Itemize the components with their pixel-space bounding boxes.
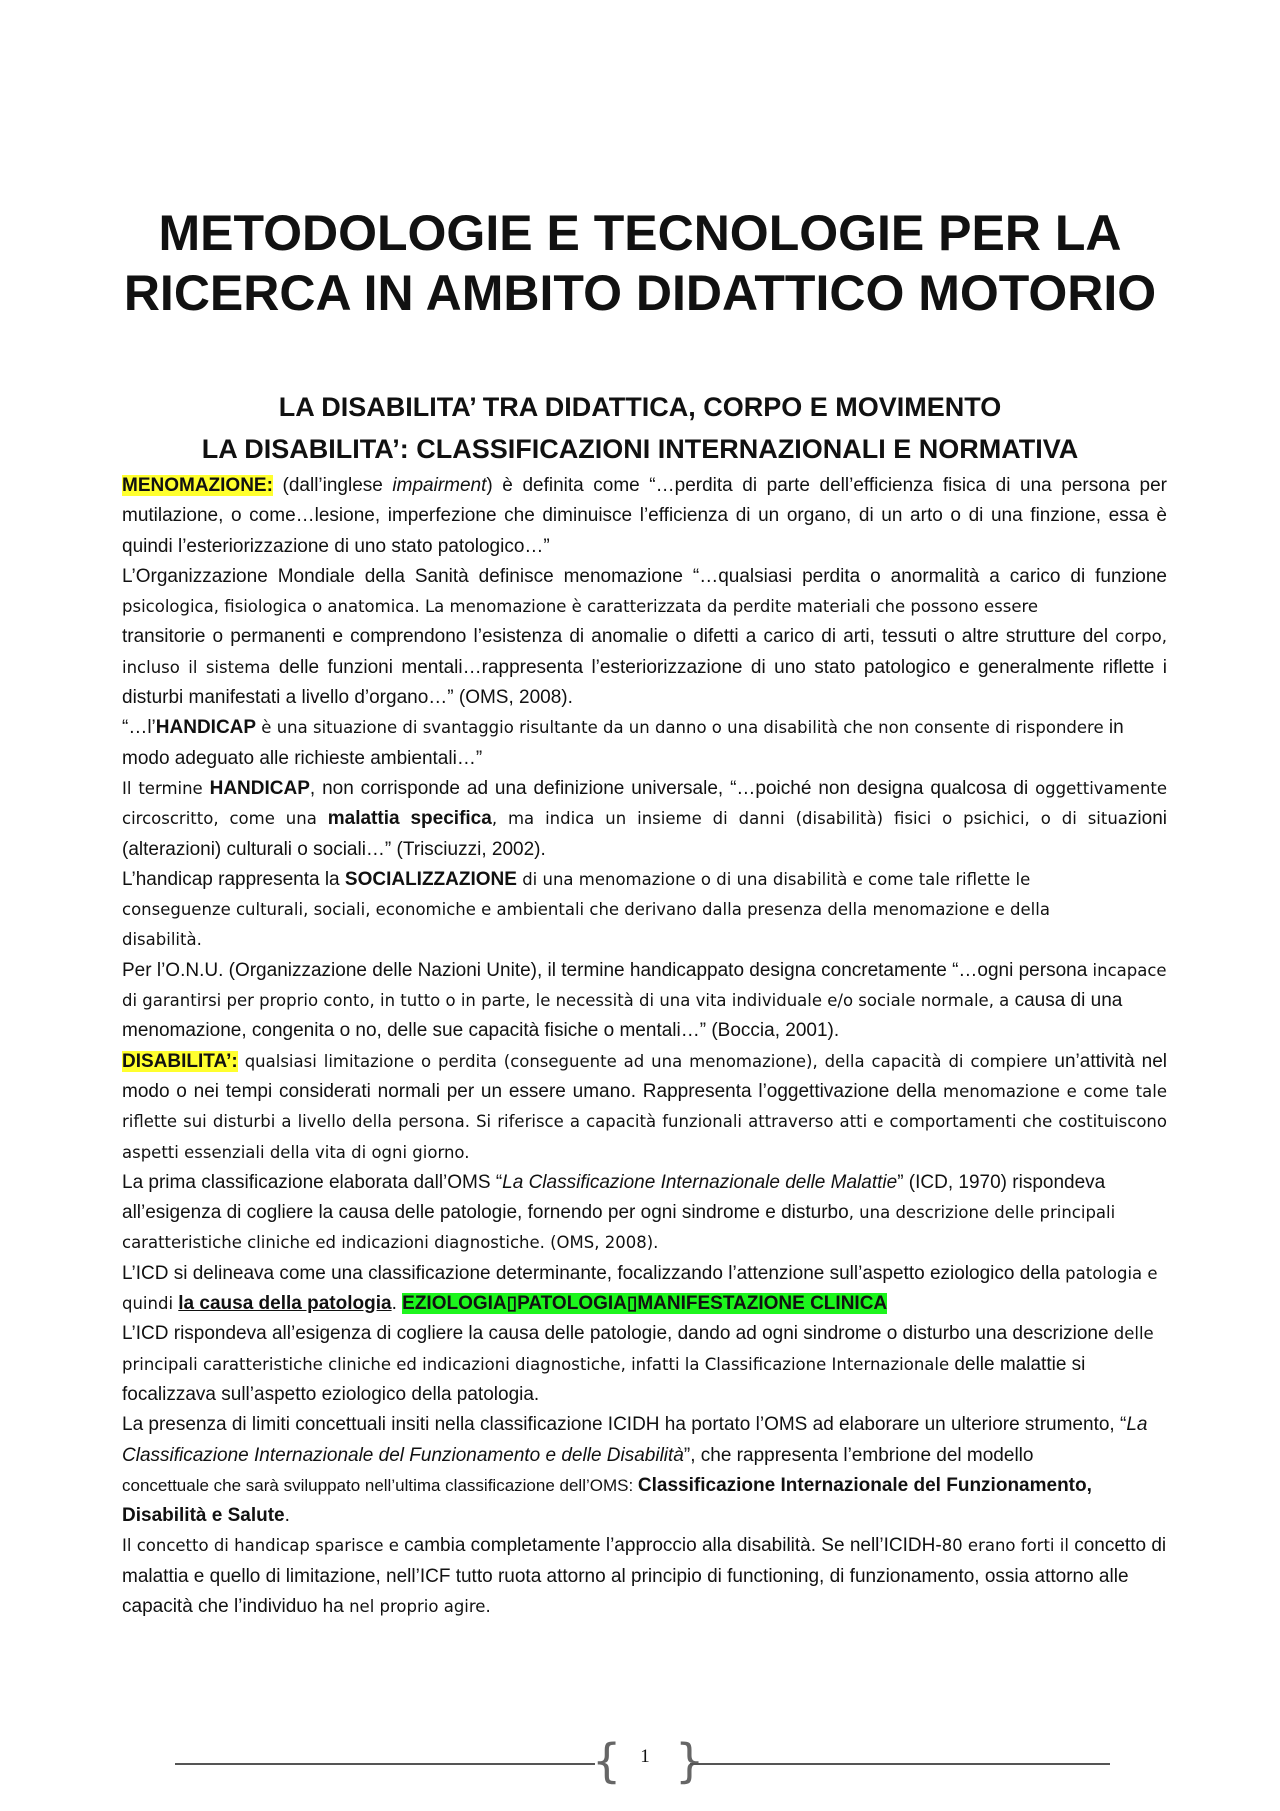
document-title: METODOLOGIE E TECNOLOGIE PER LA RICERCA IN AMBITO DIDATTICO MOTORIO	[123, 205, 1157, 321]
paragraph-handicap-definition: “…l’HANDICAP è una situazione di svantaggio risultante da un danno o una disabilità che non consente di rispondere in modo adeguato alle richieste ambientali…”	[122, 717, 1124, 769]
paragraph-onu: Per l’O.N.U. (Organizzazione delle Nazioni Unite), il termine handicappato designa concretamente “…ogni persona incapace di garantirsi per proprio conto, in tutto o in parte, le necessità di una vita individuale e/o sociale normale, a causa di una menomazione, congenita o no, delle sue capacità fisiche o mentali…” (Boccia, 2001).	[122, 959, 1167, 1042]
page-number: 1	[640, 1746, 650, 1767]
footer-rule-right	[690, 1763, 1110, 1765]
subtitle-classifications: LA DISABILITA’: CLASSIFICAZIONI INTERNAZIONALI E NORMATIVA	[201, 434, 1079, 464]
italic-term: La Classificazione Internazionale delle Malattie	[502, 1171, 898, 1193]
underlined-term: la causa della patologia	[178, 1293, 392, 1315]
paragraph-icd: La prima classificazione elaborata dall’OMS “La Classificazione Internazionale delle Malattie” (ICD, 1970) rispondeva all’esigenza di cogliere la causa delle patologie, fornendo per ogni sindrome e disturbo, una descrizione delle principali caratteristiche cliniche ed indicazioni diagnostiche. (OMS, 2008).	[122, 1171, 1116, 1253]
bold-term: malattia specifica	[327, 808, 492, 830]
subtitle-disability-didactics: LA DISABILITA’ TRA DIDATTICA, CORPO E MOVIMENTO	[278, 392, 1002, 422]
paragraph-handicap-term: Il termine HANDICAP, non corrisponde ad una definizione universale, “…poiché non designa qualcosa di oggettivamente circoscritto, come una malattia specifica, ma indica un insieme di danni (disabilità) fisici o psichici, o di situazioni (alterazioni) culturali o sociali…” (Trisciuzzi, 2002).	[122, 777, 1167, 860]
paragraph-icd-cause: L’ICD rispondeva all’esigenza di cogliere la causa delle patologie, dando ad ogni sindrome o disturbo una descrizione delle principali caratteristiche cliniche ed indicazioni diagnostiche, infatti la Classificazione Internazionale delle malattie si focalizzava sull’aspetto eziologico della patologia.	[122, 1323, 1154, 1405]
highlight-eziologia: EZIOLOGIA▯PATOLOGIA▯MANIFESTAZIONE CLINICA	[402, 1293, 888, 1315]
highlight-label: MENOMAZIONE:	[122, 475, 273, 496]
italic-term: La Classificazione Internazionale del Funzionamento e delle Disabilità	[122, 1414, 1148, 1466]
bold-term: HANDICAP	[209, 777, 310, 799]
italic-term: impairment	[392, 475, 487, 496]
footer-bracket-left: {	[592, 1734, 622, 1788]
footer-rule-left	[175, 1763, 595, 1765]
bold-term: SOCIALIZZAZIONE	[344, 868, 517, 890]
paragraph-socializzazione: L’handicap rappresenta la SOCIALIZZAZIONE di una menomazione o di una disabilità e come tale riflette le conseguenze culturali, sociali, economiche e ambientali che derivano dalla presenza della menomazione e della disabilità.	[122, 868, 1050, 950]
bold-term: Classificazione Internazionale del Funzionamento, Disabilità e Salute	[122, 1474, 1092, 1527]
paragraph-disabilita: DISABILITA’: qualsiasi limitazione o perdita (conseguente ad una menomazione), della capacità di compiere un’attività nel modo o nei tempi considerati normali per un essere umano. Rappresenta l’oggettivazione della menomazione e come tale riflette sui disturbi a livello della persona. Si riferisce a capacità funzionali attraverso atti e comportamenti che costituiscono aspetti essenziali della vita di ogni giorno.	[122, 1050, 1167, 1162]
paragraph-oms-menomazione: L’Organizzazione Mondiale della Sanità definisce menomazione “…qualsiasi perdita o anormalità a carico di funzione psicologica, fisiologica o anatomica. La menomazione è caratterizzata da perdite materiali che possono essere	[122, 565, 1167, 617]
paragraph-functioning: Il concetto di handicap sparisce e cambia completamente l’approccio alla disabilità. Se nell’ICIDH-80 erano forti il concetto di malattia e quello di limitazione, nell’ICF tutto ruota attorno al principio di functioning, di funzionamento, ossia attorno alle capacità che l’individuo ha nel proprio agire.	[122, 1535, 1167, 1617]
paragraph-icd-eziologia: L’ICD si delineava come una classificazione determinante, focalizzando l’attenzione sull’aspetto eziologico della patologia e quindi la causa della patologia. EZIOLOGIA▯PATOLOGIA▯MANIFESTAZIONE CLINICA	[122, 1262, 1158, 1315]
highlight-label: DISABILITA’:	[122, 1050, 238, 1072]
paragraph-icf: concettuale che sarà sviluppato nell’ultima classificazione dell’OMS: Classificazione Internazionale del Funzionamento, Disabilità e Salute.	[122, 1474, 1092, 1527]
paragraph-transitorie: transitorie o permanenti e comprendono l’esistenza di anomalie o difetti a carico di arti, tessuti o altre strutture del corpo, incluso il sistema delle funzioni mentali…rappresenta l’esteriorizzazione di uno stato patologico e generalmente riflette i disturbi manifestati a livello d’organo…” (OMS, 2008).	[122, 626, 1168, 709]
page-footer	[0, 1736, 1280, 1786]
bold-term: HANDICAP	[155, 717, 257, 739]
document-body	[122, 471, 1167, 1622]
paragraph-icidh: La presenza di limiti concettuali insiti nella classificazione ICIDH ha portato l’OMS ad elaborare un ulteriore strumento, “La Classificazione Internazionale del Funzionamento e delle Disabilità”, che rappresenta l’embrione del modello	[122, 1414, 1148, 1466]
footer-bracket-right: }	[675, 1734, 705, 1788]
paragraph-menomazione: MENOMAZIONE: (dall’inglese impairment) è definita come “…perdita di parte dell’efficienza fisica di una persona per mutilazione, o come…lesione, imperfezione che diminuisce l’efficienza di un organo, di un arto o di una finzione, essa è quindi l’esteriorizzazione di uno stato patologico…”	[122, 475, 1167, 557]
